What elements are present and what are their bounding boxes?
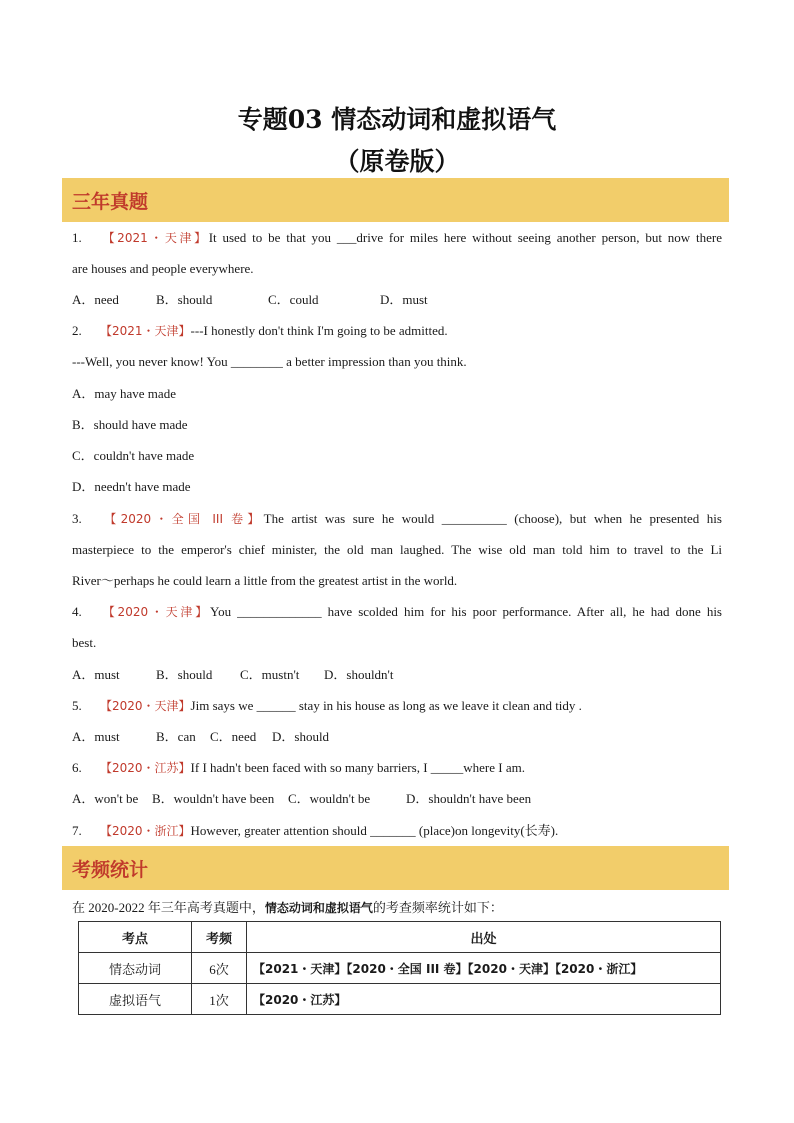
question-2-line-2: ---Well, you never know! You ________ a better impression than you think. [72,354,467,369]
table-cell: 【2021・天津】【2020・全国 III 卷】【2020・天津】【2020・浙江】 [247,953,721,984]
page-subtitle: （原卷版） [334,147,460,176]
question-text: If I hadn't been faced with so many barriers, I _____where I am. [190,760,525,775]
option-c: C．need [210,729,257,744]
frequency-table [78,921,721,1015]
question-6-options [72,790,722,808]
question-3-line-3: River～perhaps he could learn a little from the greatest artist in the world. [72,573,458,588]
question-5-options [72,728,722,746]
option-b: B．should [156,667,213,682]
page-title: 专题03 情态动词和虚拟语气 [237,105,557,134]
question-2-line-1 [72,322,722,340]
question-source-tag: 【2020・天津】 [100,699,191,713]
option-b: B．should [156,292,213,307]
option-c: C．couldn't have made [72,448,195,463]
question-number: 5. [72,698,82,713]
section-title: 考频统计 [72,859,149,881]
frequency-intro: 在 2020-2022 年三年高考真题中，情态动词和虚拟语气的考查频率统计如下： [72,900,503,915]
option-b: B．can [156,729,196,744]
question-4-options [72,666,722,684]
table-cell: 【2020・江苏】 [247,984,721,1015]
question-4-line-2: best. [72,635,97,650]
question-source-tag: 【2021・天津】 [100,231,209,245]
question-number: 2. [72,323,82,338]
question-number: 1. [72,230,82,245]
option-a: A．must [72,667,120,682]
option-a: A．won't be [72,791,139,806]
question-number: 3. [72,511,82,526]
column-header: 考频 [192,922,247,953]
question-source-tag: 【2020・浙江】 [100,824,191,838]
table-header-row [79,922,721,953]
option-b: B．wouldn't have been [152,791,275,806]
question-7-line-1 [72,822,722,840]
column-header: 考点 [79,922,192,953]
section-header-frequency [62,846,729,890]
question-text: The artist was sure he would __________ (choose), but when he presented his [263,511,722,526]
question-text: It used to be that you ___drive for miles here without seeing another person, but now there [208,230,722,245]
question-text: However, greater attention should _______ (place)on longevity(长寿). [190,823,559,838]
question-6-line-1 [72,759,722,777]
table-cell: 6次 [192,953,247,984]
question-5-line-1 [72,697,722,715]
option-d: D．shouldn't [324,667,394,682]
option-d: D．needn't have made [72,479,191,494]
option-a: A．must [72,729,120,744]
question-text: ---I honestly don't think I'm going to be admitted. [190,323,448,338]
question-text: You _____________ have scolded him for his poor performance. After all, he had done his [210,604,722,619]
option-c: C．mustn't [240,667,300,682]
question-number: 4. [72,604,82,619]
column-header: 出处 [247,922,721,953]
table-cell: 虚拟语气 [79,984,192,1015]
option-a: A．may have made [72,386,176,401]
section-header-past-exams [62,178,729,222]
option-a: A．need [72,292,119,307]
question-number: 7. [72,823,82,838]
topic-highlight: 情态动词和虚拟语气 [264,901,373,915]
table-row [79,953,721,984]
question-4-line-1 [72,603,722,621]
section-title: 三年真题 [72,191,149,213]
table-cell: 情态动词 [79,953,192,984]
option-d: D．shouldn't have been [406,791,532,806]
table-cell: 1次 [192,984,247,1015]
question-source-tag: 【2021・天津】 [100,324,191,338]
question-number: 6. [72,760,82,775]
question-3-line-2: masterpiece to the emperor's chief minister, the old man laughed. The wise old man told him to travel to the Li [72,542,722,557]
question-1-line-2: are houses and people everywhere. [72,261,254,276]
option-b: B．should have made [72,417,188,432]
option-c: C．could [268,292,319,307]
question-source-tag: 【2020・江苏】 [100,761,191,775]
question-source-tag: 【2020・全国 III 卷】 [100,512,264,526]
question-1-line-1 [72,229,722,247]
question-3-line-1 [72,510,722,528]
option-c: C．wouldn't be [288,791,371,806]
question-1-options [72,291,722,309]
table-row [79,984,721,1015]
question-source-tag: 【2020・天津】 [100,605,210,619]
question-text: Jim says we ______ stay in his house as long as we leave it clean and tidy . [190,698,582,713]
option-d: D．should [272,729,330,744]
option-d: D．must [380,292,428,307]
